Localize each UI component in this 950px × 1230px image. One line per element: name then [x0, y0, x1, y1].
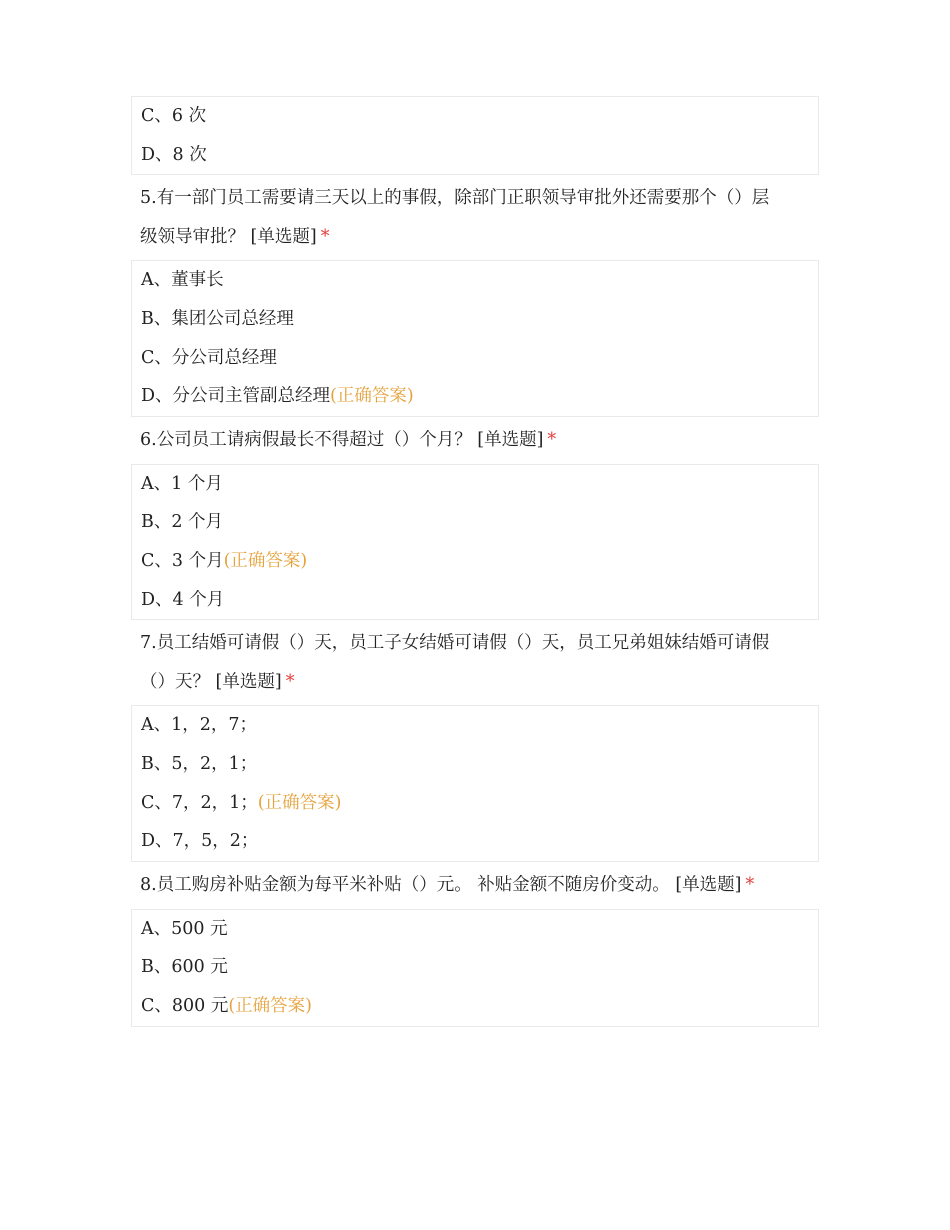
correct-answer-tag: (正确答案) [257, 792, 342, 813]
q6-option-c[interactable] [132, 542, 818, 581]
option-label: A、1，2，7； [141, 715, 258, 736]
option-label: A、1 个月 [141, 473, 223, 494]
question-5 [131, 179, 819, 417]
option-label: D、7，5，2； [141, 831, 259, 852]
q4-option-d[interactable] [132, 136, 818, 175]
option-label: C、6 次 [141, 106, 207, 126]
required-star: * [320, 226, 330, 247]
question-7 [131, 624, 819, 862]
q8-title-line1: 8.员工购房补贴金额为每平米补贴（）元。 补贴金额不随房价变动。 [单选题] [140, 875, 742, 896]
q8-option-a[interactable] [132, 910, 818, 949]
q7-option-c[interactable] [132, 784, 818, 823]
q6-title-line1: 6.公司员工请病假最长不得超过（）个月？ [单选题] [140, 430, 544, 451]
q4-option-c[interactable] [132, 97, 818, 136]
q5-option-c[interactable] [132, 339, 818, 378]
q5-title [131, 179, 819, 256]
correct-answer-tag: (正确答案) [228, 996, 313, 1016]
option-label: B、5，2，1； [141, 754, 258, 775]
q7-option-b[interactable] [132, 745, 818, 784]
q7-title [131, 624, 819, 701]
option-label: C、800 元 [141, 996, 229, 1016]
q5-title-line1: 5.有一部门员工需要请三天以上的事假，除部门正职领导审批外还需要那个（）层 [140, 188, 770, 209]
q6-option-d[interactable] [132, 581, 818, 620]
q7-option-d[interactable] [132, 822, 818, 861]
option-label: A、500 元 [141, 918, 228, 939]
option-label: D、8 次 [141, 144, 207, 165]
required-star: * [547, 430, 557, 451]
option-label: C、7，2，1； [141, 792, 258, 813]
q6-option-a[interactable] [132, 465, 818, 504]
q4-options [131, 96, 819, 175]
q6-options [131, 464, 819, 621]
q8-option-c[interactable] [132, 987, 818, 1026]
q7-title-line2: （）天？ [单选题] [140, 671, 282, 692]
option-label: C、3 个月 [141, 551, 224, 571]
option-label: C、分公司总经理 [141, 347, 277, 368]
option-label: B、600 元 [141, 957, 228, 978]
correct-answer-tag: (正确答案) [223, 551, 308, 571]
question-6 [131, 421, 819, 620]
q5-option-d[interactable] [132, 377, 818, 416]
required-star: * [745, 875, 755, 896]
q7-option-a[interactable] [132, 706, 818, 745]
q6-title [131, 421, 819, 460]
q6-option-b[interactable] [132, 503, 818, 542]
q5-option-a[interactable] [132, 261, 818, 300]
required-star: * [285, 671, 295, 692]
q8-options [131, 909, 819, 1027]
option-label: B、2 个月 [141, 512, 224, 533]
option-label: D、分公司主管副总经理 [141, 386, 331, 407]
option-label: A、董事长 [141, 270, 224, 291]
q5-options [131, 260, 819, 417]
q8-title [131, 866, 819, 905]
q5-option-b[interactable] [132, 300, 818, 339]
q8-option-b[interactable] [132, 948, 818, 987]
option-label: B、集团公司总经理 [141, 309, 294, 330]
q7-options [131, 705, 819, 862]
q7-title-line1: 7.员工结婚可请假（）天，员工子女结婚可请假（）天，员工兄弟姐妹结婚可请假 [140, 633, 770, 654]
q5-title-line2: 级领导审批？ [单选题] [140, 226, 317, 247]
correct-answer-tag: (正确答案) [330, 386, 414, 407]
question-8 [131, 866, 819, 1027]
survey-page [131, 96, 819, 1027]
option-label: D、4 个月 [141, 589, 225, 610]
